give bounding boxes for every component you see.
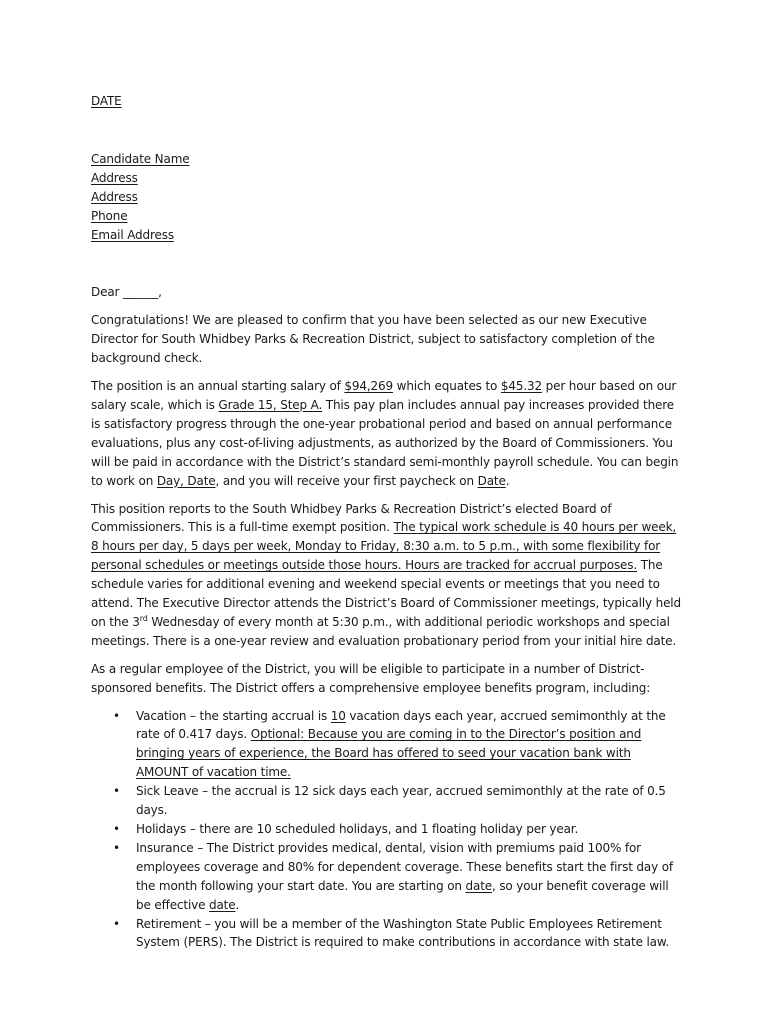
salary-text-e: , and you will receive your first paycheck on [215,473,478,488]
salary-amount: $94,269 [344,379,393,394]
retirement-text: Retirement – you will be a member of the Washington State Public Employees Retirement System (PERS). The District is required to make contributions in accordance with state law. [136,916,670,950]
address-line-1: Address [91,170,138,185]
work-schedule: The typical work schedule is 40 hours per week, 8 hours per day, 5 days per week, Monday to Friday, 8:30 a.m. to 5 p.m., with some flexibility for personal schedules or meetings outside those hours. Hours are tracked for accrual purposes. [91,520,677,573]
pay-grade: Grade 15, Step A. [218,397,323,412]
salary-text-c: per hour based on our salary scale, which is [91,379,677,412]
holidays-text: Holidays – there are 10 scheduled holidays, and 1 floating holiday per year. [136,822,579,836]
address-block [91,150,683,245]
salary-text-a: The position is an annual starting salary of [91,379,345,394]
vacation-text-a: Vacation – the starting accrual is [136,708,331,723]
vacation-text-b: vacation days each year, accrued semimonthly at the rate of 0.417 days. [136,708,666,742]
hourly-rate: $45.32 [500,379,542,394]
reporting-text-a: This position reports to the South Whidbey Parks & Recreation District’s elected Board of Commissioners. This is a full-time exempt position. [91,501,612,535]
bullet-icon: • [113,708,120,723]
address-line-2: Address [91,189,138,204]
benefit-holidays [91,820,683,839]
benefit-retirement [91,915,683,953]
first-paycheck-date: Date [477,473,506,488]
insurance-text-c: . [235,897,240,912]
ordinal-suffix: rd [139,613,148,623]
reporting-text-c: Wednesday of every month at 5:30 p.m., with additional periodic workshops and special meetings. There is a one-year review and evaluation probationary period from your initial hire date. [91,614,677,648]
insurance-start-date: date [465,878,492,893]
greeting: Dear ______, [91,285,162,300]
email-line: Email Address [91,227,174,242]
letter-date: DATE [91,94,122,108]
start-date: Day, Date [156,473,216,488]
benefit-sick-leave [91,782,683,820]
paragraph-congratulations: Congratulations! We are pleased to confirm that you have been selected as our new Executive Director for South Whidbey Parks & Recreation District, subject to satisfactory completion of the background check. [91,313,655,366]
benefits-list [91,707,683,953]
candidate-name: Candidate Name [91,151,190,166]
bullet-icon: • [113,784,120,799]
letter-page [91,92,683,952]
salary-text-f: . [505,473,510,488]
salary-text-d: This pay plan includes annual pay increases provided there is satisfactory progress through the one-year probational period and based on annual performance evaluations, plus any cost-of-living adjustments, as authorized by the Board of Commissioners. You will be paid in accordance with the District’s standard semi-monthly payroll schedule. You can begin to work on [91,397,679,488]
sick-leave-text: Sick Leave – the accrual is 12 sick days each year, accrued semimonthly at the rate of 0.5 days. [136,784,666,818]
vacation-optional: Optional: Because you are coming in to the Director’s position and bringing years of experience, the Board has offered to seed your vacation bank with AMOUNT of vacation time. [136,727,642,780]
benefit-vacation [91,707,683,783]
benefit-insurance [91,839,683,915]
bullet-icon: • [113,916,120,931]
paragraph-salary [91,377,683,490]
vacation-days: 10 [330,708,346,723]
salary-text-b: which equates to [393,379,501,394]
phone-line: Phone [91,208,128,223]
bullet-icon: • [113,840,120,855]
reporting-text-b: The schedule varies for additional evening and weekend special events or meetings that you need to attend. The Executive Director attends the District’s Board of Commissioner meetings, typically held on the 3 [91,558,681,629]
insurance-text-b: , so your benefit coverage will be effective [136,878,669,912]
insurance-text-a: Insurance – The District provides medical, dental, vision with premiums paid 100% for employees coverage and 80% for dependent coverage. These benefits start the first day of the month following your start date. You are starting on [136,840,673,893]
insurance-effective-date: date [209,897,236,912]
paragraph-benefits-intro: As a regular employee of the District, you will be eligible to participate in a number of District-sponsored benefits. The District offers a comprehensive employee benefits program, including: [91,661,651,695]
paragraph-reporting [91,500,683,651]
bullet-icon: • [113,822,120,836]
